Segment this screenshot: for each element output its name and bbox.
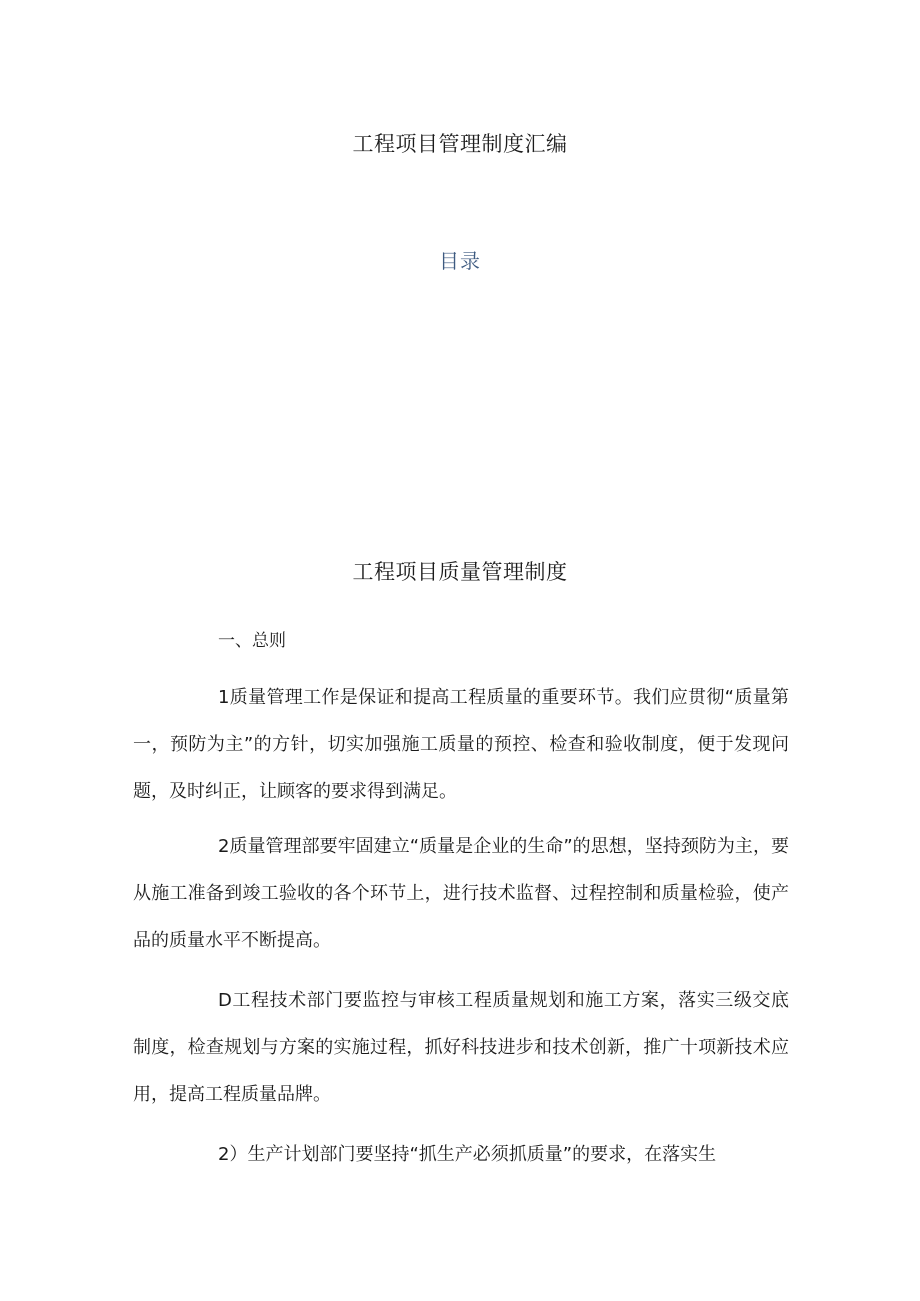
document-title: 工程项目管理制度汇编 xyxy=(352,132,568,156)
body-paragraph: 2质量管理部要牢固建立“质量是企业的生命”的思想，坚持颈防为主，要从施工准备到竣工验收的各个环节上，进行技术监督、过程控制和质量检验，使产品的质量水平不断提高。 xyxy=(133,836,789,951)
body-paragraph: 2）生产计划部门要坚持“抓生产必须抓质量”的要求，在落实生 xyxy=(218,1144,717,1165)
body-paragraph: 1质量管理工作是保证和提高工程质量的重要环节。我们应贯彻“质量第一，预防为主”的方针，切实加强施工质量的预控、检查和验收制度，便于发现问题，及时纠正，让顾客的要求得到满足。 xyxy=(133,687,789,802)
body-paragraph: D工程技术部门要监控与审核工程质量规划和施工方案，落实三级交底制度，检查规划与方案的实施过程，抓好科技进步和技术创新，推广十项新技术应用，提高工程质量品牌。 xyxy=(133,990,789,1105)
chapter-heading: 一、总则 xyxy=(218,631,286,651)
toc-heading[interactable]: 目录 xyxy=(439,249,481,273)
section-title: 工程项目质量管理制度 xyxy=(352,560,568,584)
